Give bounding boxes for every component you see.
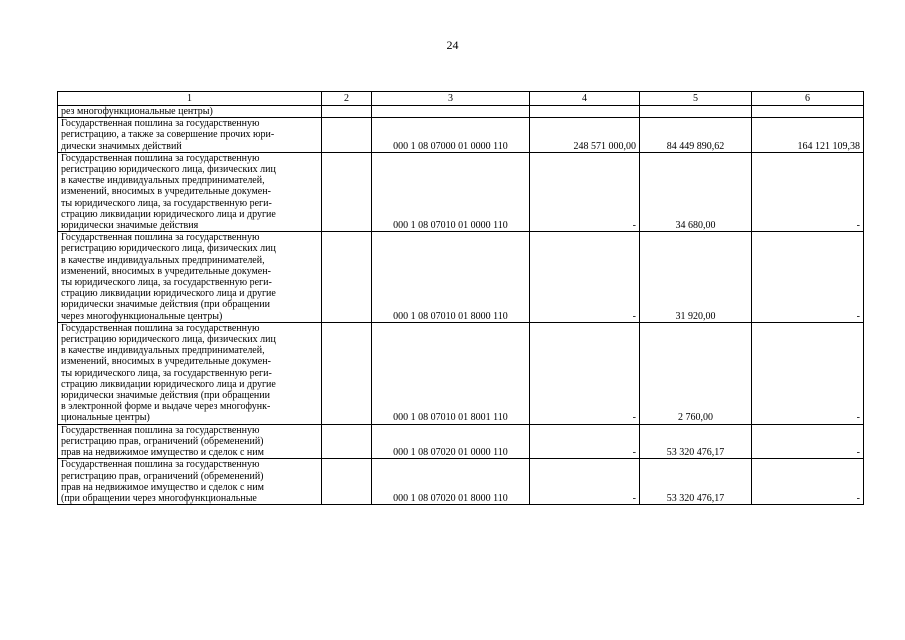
revenue-name-cell — [58, 232, 322, 323]
revenue-name-line: Государственная пошлина за государственную — [61, 459, 260, 471]
remaining-amount-cell — [752, 106, 864, 118]
revenue-name-line: Государственная пошлина за государственную — [61, 232, 260, 244]
table-row — [58, 152, 864, 231]
column-2-cell — [322, 152, 372, 231]
revenue-name-line: рез многофункциональные центры) — [61, 106, 213, 117]
revenue-name-line: циональные центры) — [61, 412, 150, 424]
header-cell-6: 6 — [752, 92, 864, 106]
revenue-name-line: в качестве индивидуальных предпринимателей, — [61, 175, 265, 187]
revenue-name-cell — [58, 118, 322, 153]
column-2-cell — [322, 459, 372, 505]
revenue-name-line: регистрацию прав, ограничений (обременений) — [61, 435, 264, 447]
revenue-name-line: Государственная пошлина за государственную — [61, 424, 260, 436]
executed-amount-cell — [640, 106, 752, 118]
budget-code-cell: 000 1 08 07020 01 8000 110 — [372, 459, 530, 505]
revenue-name-line: юридически значимые действия (при обращении — [61, 299, 270, 311]
executed-amount-cell: 53 320 476,17 — [640, 424, 752, 459]
executed-amount-cell: 34 680,00 — [640, 152, 752, 231]
column-2-cell — [322, 322, 372, 424]
revenue-name-line: Государственная пошлина за государственную — [61, 322, 260, 334]
table-row — [58, 459, 864, 505]
revenue-name-line: Государственная пошлина за государственную — [61, 152, 260, 164]
revenue-name-line: юридически значимые действия (при обращении — [61, 390, 270, 402]
remaining-amount-cell: - — [752, 152, 864, 231]
budget-code-cell: 000 1 08 07000 01 0000 110 — [372, 118, 530, 153]
executed-amount-cell: 53 320 476,17 — [640, 459, 752, 505]
revenue-name-line: ты юридического лица, за государственную реги- — [61, 367, 272, 379]
approved-amount-cell: - — [530, 322, 640, 424]
revenue-name-cell — [58, 152, 322, 231]
revenue-name-line: ты юридического лица, за государственную реги- — [61, 277, 272, 289]
revenue-name-line: регистрацию, а также за совершение прочих юри- — [61, 129, 275, 141]
revenue-name-line: юридически значимые действия — [61, 220, 199, 232]
revenue-name-line: регистрацию юридического лица, физических лиц — [61, 334, 276, 346]
table-row — [58, 424, 864, 459]
table-row — [58, 232, 864, 323]
revenue-name-line: страцию ликвидации юридического лица и другие — [61, 208, 276, 220]
revenue-name-line: дически значимых действий — [61, 140, 182, 152]
header-cell-5: 5 — [640, 92, 752, 106]
budget-code-cell — [372, 106, 530, 118]
revenue-name-line: (при обращении через многофункциональные — [61, 492, 257, 504]
revenue-name-line: ты юридического лица, за государственную реги- — [61, 197, 272, 209]
revenue-name-cell — [58, 106, 322, 118]
header-cell-1: 1 — [58, 92, 322, 106]
header-cell-2: 2 — [322, 92, 372, 106]
approved-amount-cell — [530, 106, 640, 118]
approved-amount-cell: - — [530, 424, 640, 459]
revenue-name-line: изменений, вносимых в учредительные докумен- — [61, 356, 271, 368]
executed-amount-cell: 2 760,00 — [640, 322, 752, 424]
revenue-name-line: прав на недвижимое имущество и сделок с ним — [61, 447, 264, 459]
budget-revenue-table — [57, 91, 864, 505]
revenue-name-line: Государственная пошлина за государственную — [61, 118, 260, 130]
revenue-name-line: через многофункциональные центры) — [61, 310, 223, 322]
approved-amount-cell: - — [530, 459, 640, 505]
budget-code-cell: 000 1 08 07020 01 0000 110 — [372, 424, 530, 459]
table-row — [58, 322, 864, 424]
column-2-cell — [322, 118, 372, 153]
table-header-row — [58, 92, 864, 106]
revenue-name-cell — [58, 424, 322, 459]
revenue-name-line: регистрацию прав, ограничений (обременений) — [61, 470, 264, 482]
remaining-amount-cell: 164 121 109,38 — [752, 118, 864, 153]
column-2-cell — [322, 424, 372, 459]
remaining-amount-cell: - — [752, 322, 864, 424]
column-2-cell — [322, 232, 372, 323]
revenue-name-line: регистрацию юридического лица, физических лиц — [61, 243, 276, 255]
revenue-name-cell — [58, 459, 322, 505]
revenue-name-cell — [58, 322, 322, 424]
revenue-name-line: страцию ликвидации юридического лица и другие — [61, 378, 276, 390]
approved-amount-cell: - — [530, 232, 640, 323]
remaining-amount-cell: - — [752, 424, 864, 459]
budget-code-cell: 000 1 08 07010 01 8001 110 — [372, 322, 530, 424]
revenue-name-line: в качестве индивидуальных предпринимателей, — [61, 254, 265, 266]
budget-code-cell: 000 1 08 07010 01 0000 110 — [372, 152, 530, 231]
revenue-name-line: в качестве индивидуальных предпринимателей, — [61, 345, 265, 357]
remaining-amount-cell: - — [752, 232, 864, 323]
table-row — [58, 118, 864, 153]
approved-amount-cell: 248 571 000,00 — [530, 118, 640, 153]
remaining-amount-cell: - — [752, 459, 864, 505]
executed-amount-cell: 31 920,00 — [640, 232, 752, 323]
revenue-name-line: регистрацию юридического лица, физических лиц — [61, 164, 276, 176]
revenue-name-line: изменений, вносимых в учредительные докумен- — [61, 265, 271, 277]
column-2-cell — [322, 106, 372, 118]
revenue-name-line: прав на недвижимое имущество и сделок с ним — [61, 481, 264, 493]
revenue-name-line: в электронной форме и выдаче через многофунк- — [61, 401, 271, 413]
revenue-name-line: изменений, вносимых в учредительные докумен- — [61, 186, 271, 198]
approved-amount-cell: - — [530, 152, 640, 231]
executed-amount-cell: 84 449 890,62 — [640, 118, 752, 153]
table-row — [58, 106, 864, 118]
page-number: 24 — [446, 38, 459, 52]
header-cell-4: 4 — [530, 92, 640, 106]
header-cell-3: 3 — [372, 92, 530, 106]
table-body — [58, 92, 864, 505]
budget-code-cell: 000 1 08 07010 01 8000 110 — [372, 232, 530, 323]
revenue-name-line: страцию ликвидации юридического лица и другие — [61, 288, 276, 300]
